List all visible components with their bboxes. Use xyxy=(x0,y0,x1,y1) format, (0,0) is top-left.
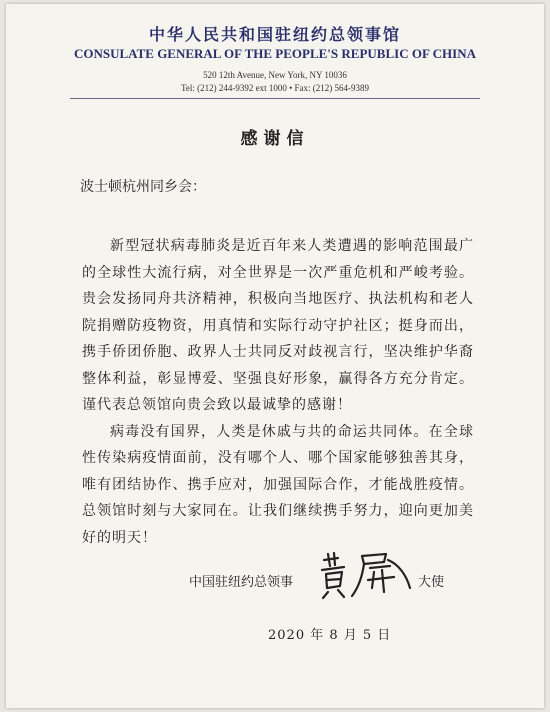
letter-date: 2020 年 8 月 5 日 xyxy=(268,628,392,643)
paragraph-2: 病毒没有国界，人类是休戚与共的命运共同体。在全球性传染病疫情面前，没有哪个人、哪个国家能够独善其身，唯有团结协作、携手应对，加强国际合作，才能战胜疫情。总领馆时刻与大家同在。让我们继续携手努力，迎向更加美好的明天！ xyxy=(82,423,474,546)
signatory-rank: 大使 xyxy=(418,575,445,590)
consulate-contact: Tel: (212) 244-9392 ext 1000 • Fax: (212) 564-9389 xyxy=(181,83,369,93)
signatory-title: 中国驻纽约总领事 xyxy=(189,575,294,590)
paragraph-1: 新型冠状病毒肺炎是近百年来人类遭遇的影响范围最广的全球性大流行病，对全世界是一次严重危机和严峻考验。贵会发扬同舟共济精神，积极向当地医疗、执法机构和老人院捐赠防疫物资，用真情和实际行动守护社区；挺身而出，携手侨团侨胞、政界人士共同反对歧视言行，坚决维护华裔整体利益，彰显博爱、坚强良好形象，赢得各方充分肯定。谨代表总领馆向贵会致以最诚挚的感谢！ xyxy=(82,238,474,413)
letter-title: 感谢信 xyxy=(240,129,310,149)
handwritten-signature xyxy=(318,548,414,600)
salutation: 波士顿杭州同乡会： xyxy=(80,179,206,195)
consulate-name-english: CONSULATE GENERAL OF THE PEOPLE'S REPUBLIC OF CHINA xyxy=(74,46,476,61)
letter-body xyxy=(82,233,474,551)
consulate-address: 520 12th Avenue, New York, NY 10036 xyxy=(203,70,347,80)
consulate-name-chinese: 中华人民共和国驻纽约总领事馆 xyxy=(148,25,401,44)
header-divider xyxy=(70,98,480,99)
